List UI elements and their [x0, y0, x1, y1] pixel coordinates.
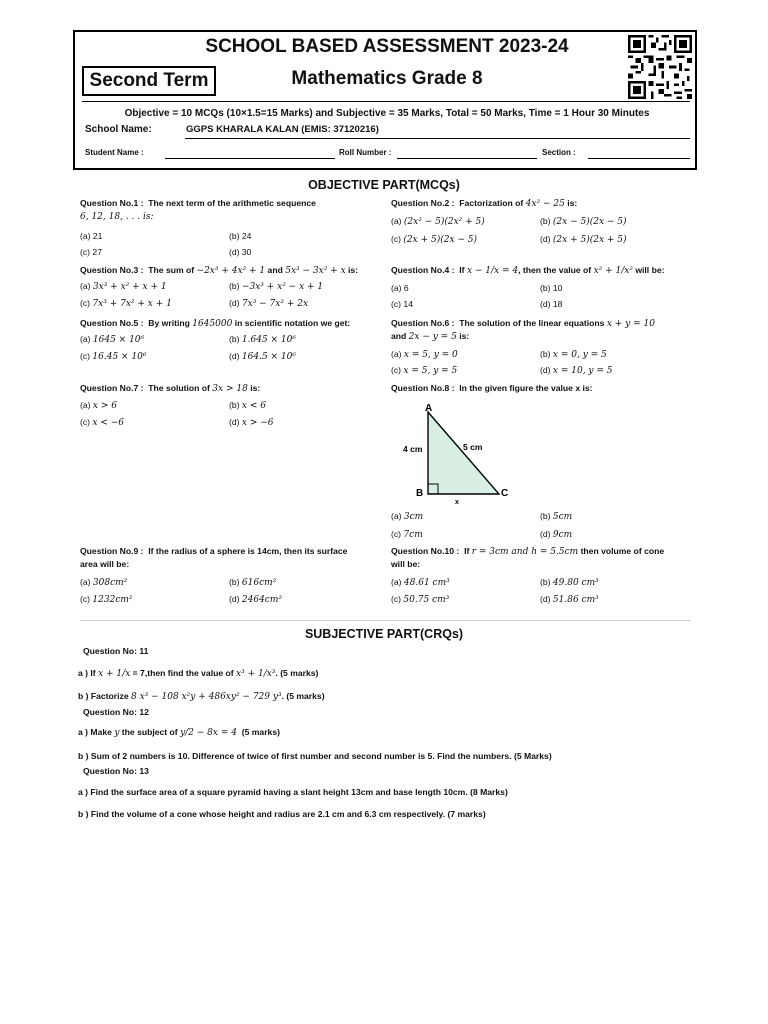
school-name-value: GGPS KHARALA KALAN (EMIS: 37120216) [186, 124, 379, 135]
roll-number-line [397, 158, 537, 159]
q3-option-a[interactable]: (a) 3x³ + x² + x + 1 [80, 281, 167, 292]
q3-option-c[interactable]: (c) 7x³ + 7x² + x + 1 [80, 298, 172, 309]
q9-option-b[interactable]: (b) 616cm² [229, 577, 277, 588]
q1-option-a[interactable]: (a) 21 [80, 231, 103, 241]
question-13-heading: Question No: 13 [83, 766, 149, 776]
section-line [588, 158, 690, 159]
crq-section-title: SUBJECTIVE PART(CRQs) [304, 627, 464, 641]
q7-option-b[interactable]: (b) x < 6 [229, 400, 266, 411]
q6-option-a[interactable]: (a) x = 5, y = 0 [391, 349, 458, 360]
hypotenuse-label: 5 cm [463, 442, 483, 452]
objective-line: Objective = 10 MCQs (10×1.5=15 Marks) and Subjective = 35 Marks, Total = 50 Marks, Time = 1 Hour 30 Minutes [124, 108, 650, 119]
exam-title: SCHOOL BASED ASSESSMENT 2023-24 [205, 36, 569, 57]
q6-option-c[interactable]: (c) x = 5, y = 5 [391, 365, 458, 376]
q2-option-c[interactable]: (c) (2x + 5)(2x − 5) [391, 234, 478, 245]
q9-option-a[interactable]: (a) 308cm² [80, 577, 128, 588]
question-1: Question No.1 : The next term of the arithmetic sequence [80, 198, 316, 208]
q4-option-d[interactable]: (d) 18 [540, 299, 563, 309]
q10-option-d[interactable]: (d) 51.86 cm³ [540, 594, 599, 605]
q8-option-b[interactable]: (b) 5cm [540, 511, 573, 522]
side-bc-label: x [455, 499, 459, 506]
school-name-line [185, 138, 690, 139]
question-4: Question No.4 : If x − 1/x = 4, then the value of x² + 1/x² will be: [391, 265, 665, 276]
q9-option-d[interactable]: (d) 2464cm² [229, 594, 282, 605]
q2-option-d[interactable]: (d) (2x + 5)(2x + 5) [540, 234, 627, 245]
question-12b: b ) Sum of 2 numbers is 10. Difference of twice of first number and second number is 5. Find the numbers. (5 Marks) [78, 751, 552, 761]
question-6: Question No.6 : The solution of the linear equations x + y = 10 [391, 318, 655, 329]
question-12-heading: Question No: 12 [83, 707, 149, 717]
student-name-label: Student Name : [85, 148, 144, 157]
divider [82, 101, 690, 102]
vertex-a-label: A [425, 403, 433, 414]
q10-option-b[interactable]: (b) 49.80 cm³ [540, 577, 599, 588]
q8-option-a[interactable]: (a) 3cm [391, 511, 424, 522]
q6-option-d[interactable]: (d) x = 10, y = 5 [540, 365, 613, 376]
q6-option-b[interactable]: (b) x = 0, y = 5 [540, 349, 607, 360]
question-2: Question No.2 : Factorization of 4x² − 25 is: [391, 198, 578, 209]
q8-option-c[interactable]: (c) 7cm [391, 529, 423, 540]
question-3: Question No.3 : The sum of −2x³ + 4x² + 1 and 5x³ − 3x² + x is: [80, 265, 359, 276]
question-13b: b ) Find the volume of a cone whose height and radius are 2.1 cm and 6.3 cm respectively. (7 marks) [78, 809, 486, 819]
q2-option-b[interactable]: (b) (2x − 5)(2x − 5) [540, 216, 627, 227]
q3-option-b[interactable]: (b) −3x³ + x² − x + 1 [229, 281, 324, 292]
section-label: Section : [542, 148, 576, 157]
question-9-line2: area will be: [80, 559, 130, 569]
roll-number-label: Roll Number : [339, 148, 392, 157]
student-name-line [165, 158, 335, 159]
qr-code [628, 35, 692, 99]
q8-option-d[interactable]: (d) 9cm [540, 529, 573, 540]
question-7: Question No.7 : The solution of 3x > 18 is: [80, 383, 261, 394]
q7-option-d[interactable]: (d) x > −6 [229, 417, 274, 428]
question-12a: a ) Make y the subject of y/2 − 8x = 4 (5 marks) [78, 727, 280, 738]
vertex-b-label: B [416, 488, 424, 499]
q2-option-a[interactable]: (a) (2x² − 5)(2x² + 5) [391, 216, 485, 227]
q4-option-b[interactable]: (b) 10 [540, 283, 563, 293]
question-11b: b ) Factorize 8 x³ − 108 x²y + 486xy² − 729 y³. (5 marks) [78, 691, 325, 702]
mcq-section-title: OBJECTIVE PART(MCQs) [308, 178, 460, 192]
question-11-heading: Question No: 11 [83, 646, 149, 656]
q3-option-d[interactable]: (d) 7x³ − 7x² + 2x [229, 298, 309, 309]
q10-option-c[interactable]: (c) 50.75 cm³ [391, 594, 450, 605]
term-label: Second Term [82, 66, 216, 96]
q1-option-c[interactable]: (c) 27 [80, 247, 102, 257]
question-13a: a ) Find the surface area of a square pyramid having a slant height 13cm and base length 10cm. (8 Marks) [78, 787, 508, 797]
section-divider [80, 620, 690, 621]
question-11a: a ) If x + 1/x = 7,then find the value of x³ + 1/x³. (5 marks) [78, 668, 319, 679]
vertex-c-label: C [501, 488, 509, 499]
q7-option-c[interactable]: (c) x < −6 [80, 417, 125, 428]
q5-option-a[interactable]: (a) 1645 × 10⁶ [80, 334, 145, 345]
question-1-math: 6, 12, 18, . . . is: [80, 212, 154, 222]
q7-option-a[interactable]: (a) x > 6 [80, 400, 117, 411]
q5-option-d[interactable]: (d) 164.5 × 10⁶ [229, 351, 296, 362]
triangle-figure [395, 398, 525, 506]
q1-option-b[interactable]: (b) 24 [229, 231, 252, 241]
question-10-line2: will be: [391, 559, 421, 569]
q4-option-c[interactable]: (c) 14 [391, 299, 413, 309]
question-9: Question No.9 : If the radius of a sphere is 14cm, then its surface [80, 546, 348, 556]
q4-option-a[interactable]: (a) 6 [391, 283, 409, 293]
q1-option-d[interactable]: (d) 30 [229, 247, 252, 257]
question-10: Question No.10 : If r = 3cm and h = 5.5cm then volume of cone [391, 546, 665, 557]
question-8: Question No.8 : In the given figure the value x is: [391, 383, 593, 393]
side-ab-label: 4 cm [403, 444, 423, 454]
q5-option-c[interactable]: (c) 16.45 × 10⁶ [80, 351, 147, 362]
subject-title: Mathematics Grade 8 [291, 68, 483, 89]
question-6-line2: and 2x − y = 5 is: [391, 331, 470, 342]
q9-option-c[interactable]: (c) 1232cm² [80, 594, 133, 605]
question-5: Question No.5 : By writing 1645000 in scientific notation we get: [80, 318, 351, 329]
q10-option-a[interactable]: (a) 48.61 cm³ [391, 577, 450, 588]
school-name-label: School Name: [85, 124, 152, 135]
header-box [73, 30, 697, 170]
q5-option-b[interactable]: (b) 1.645 × 10⁶ [229, 334, 296, 345]
